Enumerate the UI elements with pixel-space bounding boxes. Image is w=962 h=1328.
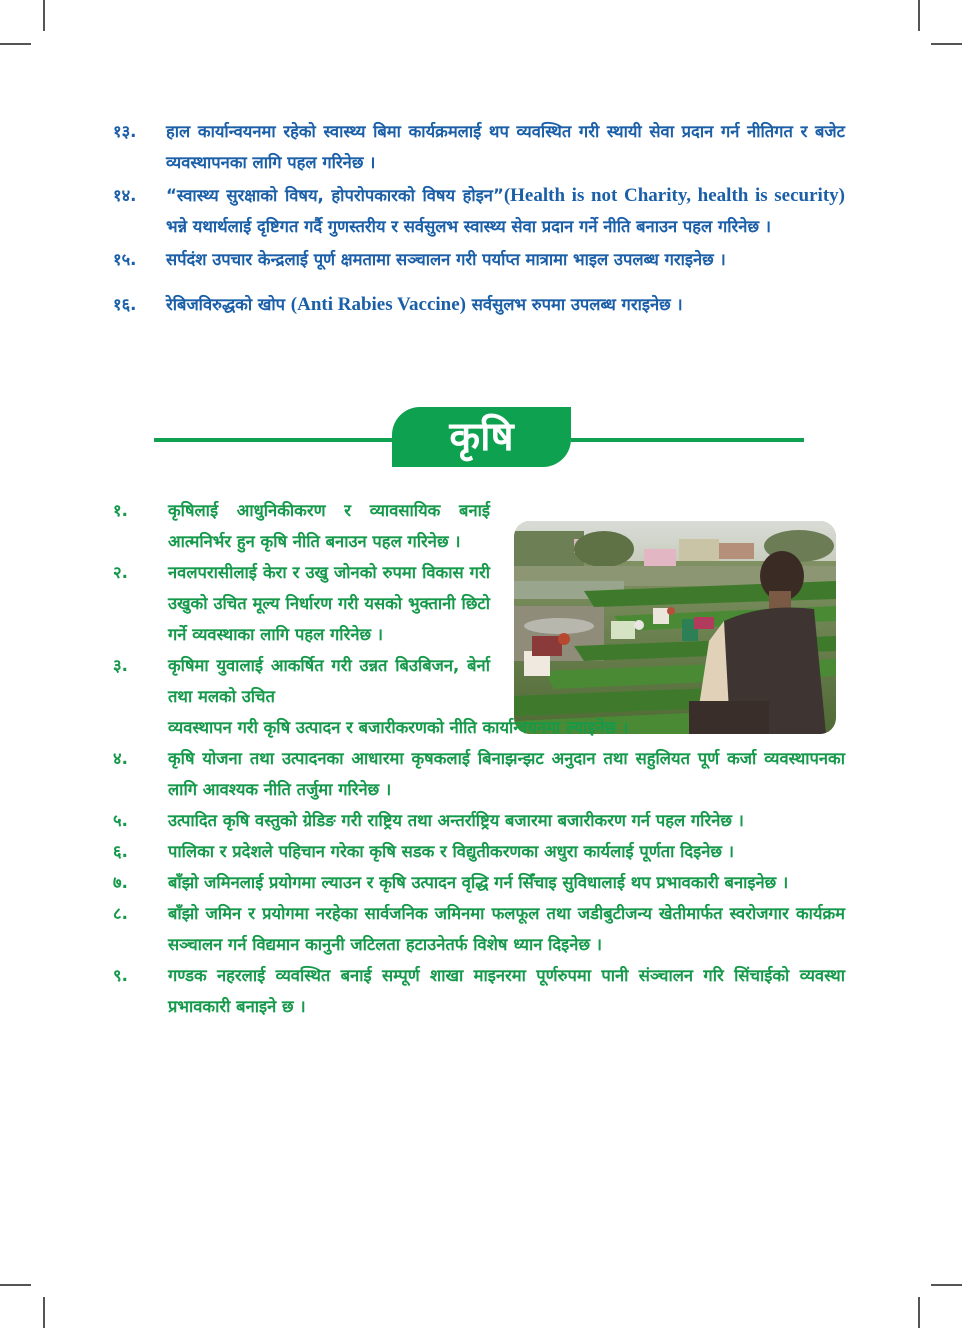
heading-rule-left	[154, 438, 394, 442]
list-item	[113, 650, 845, 743]
item-text	[168, 650, 845, 743]
item-text: बाँझो जमिन र प्रयोगमा नरहेका सार्वजनिक जमिनमा फलफूल तथा जडीबुटीजन्य खेतीमार्फत स्वरोजगार कार्यक्रम सञ्चालन गर्न विद्यमान कानुनी जटिलता हटाउनेतर्फ विशेष ध्यान दिइनेछ ।	[168, 904, 845, 954]
item-text: उत्पादित कृषि वस्तुको ग्रेडिङ गरी राष्ट्रिय तथा अन्तर्राष्ट्रिय बजारमा बजारीकरण गर्न पहल गरिनेछ ।	[168, 811, 744, 830]
heading-rule-right	[571, 438, 804, 442]
list-item	[113, 836, 845, 867]
item-text: हाल कार्यान्वयनमा रहेको स्वास्थ्य बिमा कार्यक्रमलाई थप व्यवस्थित गरी स्थायी सेवा प्रदान गर्न नीतिगत र बजेट व्यवस्थापनका लागि पहल गरिनेछ ।	[166, 122, 845, 172]
item-number: ९.	[113, 966, 128, 985]
crop-mark-bottom-right-horizontal	[931, 1284, 962, 1286]
item-text	[166, 181, 845, 242]
item-number: ६.	[113, 842, 128, 861]
item-number: ५.	[113, 811, 128, 830]
crop-mark-top-left-horizontal	[0, 43, 31, 45]
list-item	[113, 743, 845, 805]
agriculture-section-heading	[154, 407, 804, 467]
item-number: १.	[113, 501, 128, 520]
english-phrase: (Health is not Charity, health is security)	[503, 185, 845, 206]
list-item	[113, 898, 845, 960]
agriculture-policy-list	[113, 495, 845, 1022]
item-text	[166, 290, 845, 321]
list-item	[113, 805, 845, 836]
item-text: पालिका र प्रदेशले पहिचान गरेका कृषि सडक र विद्युतीकरणका अधुरा कार्यलाई पूर्णता दिइनेछ ।	[168, 842, 734, 861]
item-text: नवलपरासीलाई केरा र उखु जोनको रुपमा विकास गरी उखुको उचित मूल्य निर्धारण गरी यसको भुक्तानी छिटो गर्ने व्यवस्थाका लागि पहल गरिनेछ ।	[168, 563, 490, 644]
item-number: ४.	[113, 749, 128, 768]
crop-mark-bottom-left-horizontal	[0, 1284, 31, 1286]
list-item	[113, 495, 845, 557]
english-phrase: (Anti Rabies Vaccine)	[290, 293, 466, 315]
crop-mark-top-right-vertical	[918, 0, 920, 31]
item-text-part: भन्ने यथार्थलाई दृष्टिगत गर्दै गुणस्तरीय र सर्वसुलभ स्वास्थ्य सेवा प्रदान गर्ने नीति बनाउन पहल गरिनेछ ।	[166, 216, 772, 236]
list-item	[113, 117, 845, 178]
list-item	[113, 960, 845, 1022]
item-text-part: रेबिजविरुद्धको खोप	[166, 294, 291, 314]
item-number: १६.	[113, 294, 137, 314]
item-text-part: सर्वसुलभ रुपमा उपलब्ध गराइनेछ ।	[466, 294, 683, 314]
list-item	[113, 181, 845, 242]
item-number: २.	[113, 563, 128, 582]
item-text-part: कृषिमा युवालाई आकर्षित गरी उन्नत बिउबिजन, बेर्ना तथा मलको उचित	[168, 656, 490, 706]
crop-mark-bottom-right-vertical	[918, 1297, 920, 1328]
item-text-part: व्यवस्थापन गरी कृषि उत्पादन र बजारीकरणको नीति कार्यान्वयनमा ल्याइनेछ ।	[168, 718, 629, 737]
item-number: १४.	[113, 186, 137, 205]
item-number: १३.	[113, 122, 137, 141]
crop-mark-bottom-left-vertical	[43, 1297, 45, 1328]
item-text: सर्पदंश उपचार केन्द्रलाई पूर्ण क्षमतामा सञ्चालन गरी पर्याप्त मात्रामा भाइल उपलब्ध गराइनेछ ।	[166, 250, 726, 269]
section-title: कृषि	[392, 407, 571, 467]
item-number: १५.	[113, 250, 137, 269]
list-item	[113, 245, 845, 276]
item-text: कृषि योजना तथा उत्पादनका आधारमा कृषकलाई बिनाझन्झट अनुदान तथा सहुलियत पूर्ण कर्जा व्यवस्थापनका लागि आवश्यक नीति तर्जुमा गरिनेछ ।	[168, 749, 845, 799]
item-number: ३.	[113, 656, 128, 675]
list-item	[113, 290, 845, 321]
crop-mark-top-left-vertical	[43, 0, 45, 31]
item-text: गण्डक नहरलाई व्यवस्थित बनाई सम्पूर्ण शाखा माइनरमा पूर्णरुपमा पानी संञ्चालन गरि सिंचाईको व्यवस्था प्रभावकारी बनाइने छ ।	[168, 966, 845, 1016]
list-item	[113, 867, 845, 898]
list-item	[113, 557, 845, 650]
item-text-part: “स्वास्थ्य सुरक्षाको विषय, होपरोपकारको विषय होइन”	[166, 186, 504, 205]
health-policy-list	[113, 117, 845, 323]
crop-mark-top-right-horizontal	[931, 43, 962, 45]
item-text: बाँझो जमिनलाई प्रयोगमा ल्याउन र कृषि उत्पादन वृद्धि गर्न सिँचाइ सुविधालाई थप प्रभावकारी बनाइनेछ ।	[168, 873, 789, 892]
item-text: कृषिलाई आधुनिकीकरण र व्यावसायिक बनाई आत्मनिर्भर हुन कृषि नीति बनाउन पहल गरिनेछ ।	[168, 501, 490, 551]
item-number: ७.	[113, 873, 128, 892]
item-number: ८.	[113, 904, 128, 923]
